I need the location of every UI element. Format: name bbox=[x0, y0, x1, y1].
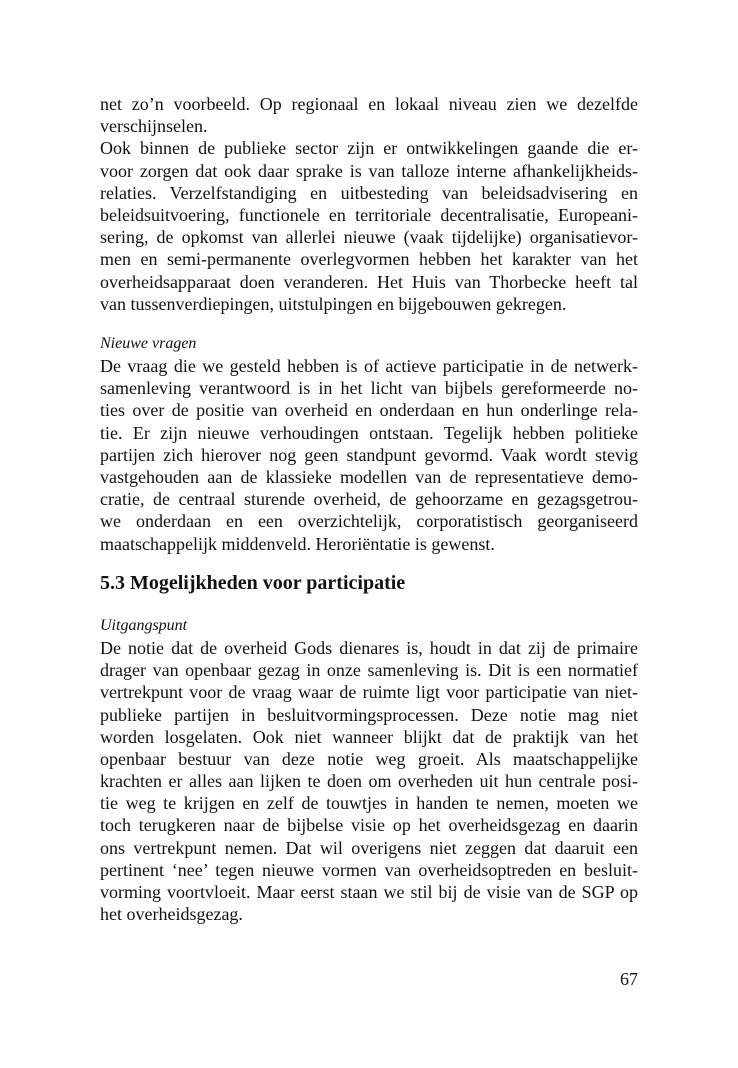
text-line: openbaar bestuur van deze notie weg groeit. Als maatschappelijke bbox=[100, 748, 638, 769]
paragraph bbox=[100, 355, 638, 555]
text-line: De notie dat de overheid Gods dienares is, houdt in dat zij de primaire bbox=[100, 637, 638, 658]
document-page bbox=[100, 93, 638, 925]
paragraph bbox=[100, 137, 638, 315]
text-line: maatschappelijk middenveld. Heroriëntatie is gewenst. bbox=[100, 533, 495, 554]
text-line: relaties. Verzelfstandiging en uitbesteding van beleidsadvisering en bbox=[100, 182, 638, 203]
page-number: 67 bbox=[620, 969, 638, 989]
text-line: Ook binnen de publieke sector zijn er ontwikkelingen gaande die er- bbox=[100, 138, 638, 159]
text-line: beleidsuitvoering, functionele en territoriale decentralisatie, Europeani- bbox=[100, 204, 638, 225]
text-line: ties over de positie van overheid en onderdaan en hun onderlinge rela- bbox=[100, 400, 638, 421]
text-line: publieke partijen in besluitvormingsprocessen. Deze notie mag niet bbox=[100, 704, 638, 725]
text-line: we onderdaan en een overzichtelijk, corporatistisch georganiseerd bbox=[100, 511, 638, 532]
text-line: toch terugkeren naar de bijbelse visie op het overheidsgezag en daarin bbox=[100, 815, 638, 836]
text-line: De vraag die we gesteld hebben is of actieve participatie in de netwerk- bbox=[100, 356, 638, 377]
text-line: verschijnselen. bbox=[100, 116, 208, 137]
text-line: samenleving verantwoord is in het licht van bijbels gereformeerde no- bbox=[100, 378, 638, 399]
text-line: sering, de opkomst van allerlei nieuwe (vaak tijdelijke) organisatievor- bbox=[100, 227, 638, 248]
text-line: worden losgelaten. Ook niet wanneer blijkt dat de praktijk van het bbox=[100, 726, 638, 747]
text-line: vastgehouden aan de klassieke modellen van de representatieve demo- bbox=[100, 467, 638, 487]
text-line: krachten er alles aan lijken te doen om overheden uit hun centrale posi- bbox=[100, 771, 638, 792]
text-line: cratie, de centraal sturende overheid, de gehoorzame en gezagsgetrou- bbox=[100, 489, 638, 510]
subheading: Uitgangspunt bbox=[100, 616, 188, 634]
paragraph bbox=[100, 637, 638, 925]
text-line: net zo’n voorbeeld. Op regionaal en lokaal niveau zien we dezelfde bbox=[100, 94, 638, 114]
text-line: vertrekpunt voor de vraag waar de ruimte ligt voor participatie van niet- bbox=[100, 682, 638, 703]
text-line: vorming voortvloeit. Maar eerst staan we stil bij de visie van de SGP op bbox=[100, 882, 638, 902]
text-line: ons vertrekpunt nemen. Dat wil overigens niet zeggen dat daaruit een bbox=[100, 837, 638, 858]
text-line: overheidsapparaat doen veranderen. Het Huis van Thorbecke heeft tal bbox=[100, 271, 638, 292]
text-line: partijen zich hierover nog geen standpunt gevormd. Vaak wordt stevig bbox=[100, 444, 638, 465]
text-line: voor zorgen dat ook daar sprake is van talloze interne afhankelijkheids- bbox=[100, 160, 638, 181]
text-line: van tussenverdiepingen, uitstulpingen en bijgebouwen gekregen. bbox=[100, 293, 567, 314]
text-line: drager van openbaar gezag in onze samenleving is. Dit is een normatief bbox=[100, 660, 638, 681]
text-line: pertinent ‘nee’ tegen nieuwe vormen van overheidsoptreden en besluit- bbox=[100, 859, 638, 880]
paragraph bbox=[100, 93, 638, 137]
text-line: tie weg te krijgen en zelf de touwtjes in handen te nemen, moeten we bbox=[100, 793, 638, 814]
text-line: het overheidsgezag. bbox=[100, 904, 243, 925]
text-line: tie. Er zijn nieuwe verhoudingen ontstaan. Tegelijk hebben politieke bbox=[100, 422, 638, 443]
text-line: men en semi-permanente overlegvormen hebben het karakter van het bbox=[100, 249, 638, 270]
section-title: 5.3 Mogelijkheden voor participatie bbox=[100, 571, 406, 594]
subheading: Nieuwe vragen bbox=[100, 334, 197, 352]
